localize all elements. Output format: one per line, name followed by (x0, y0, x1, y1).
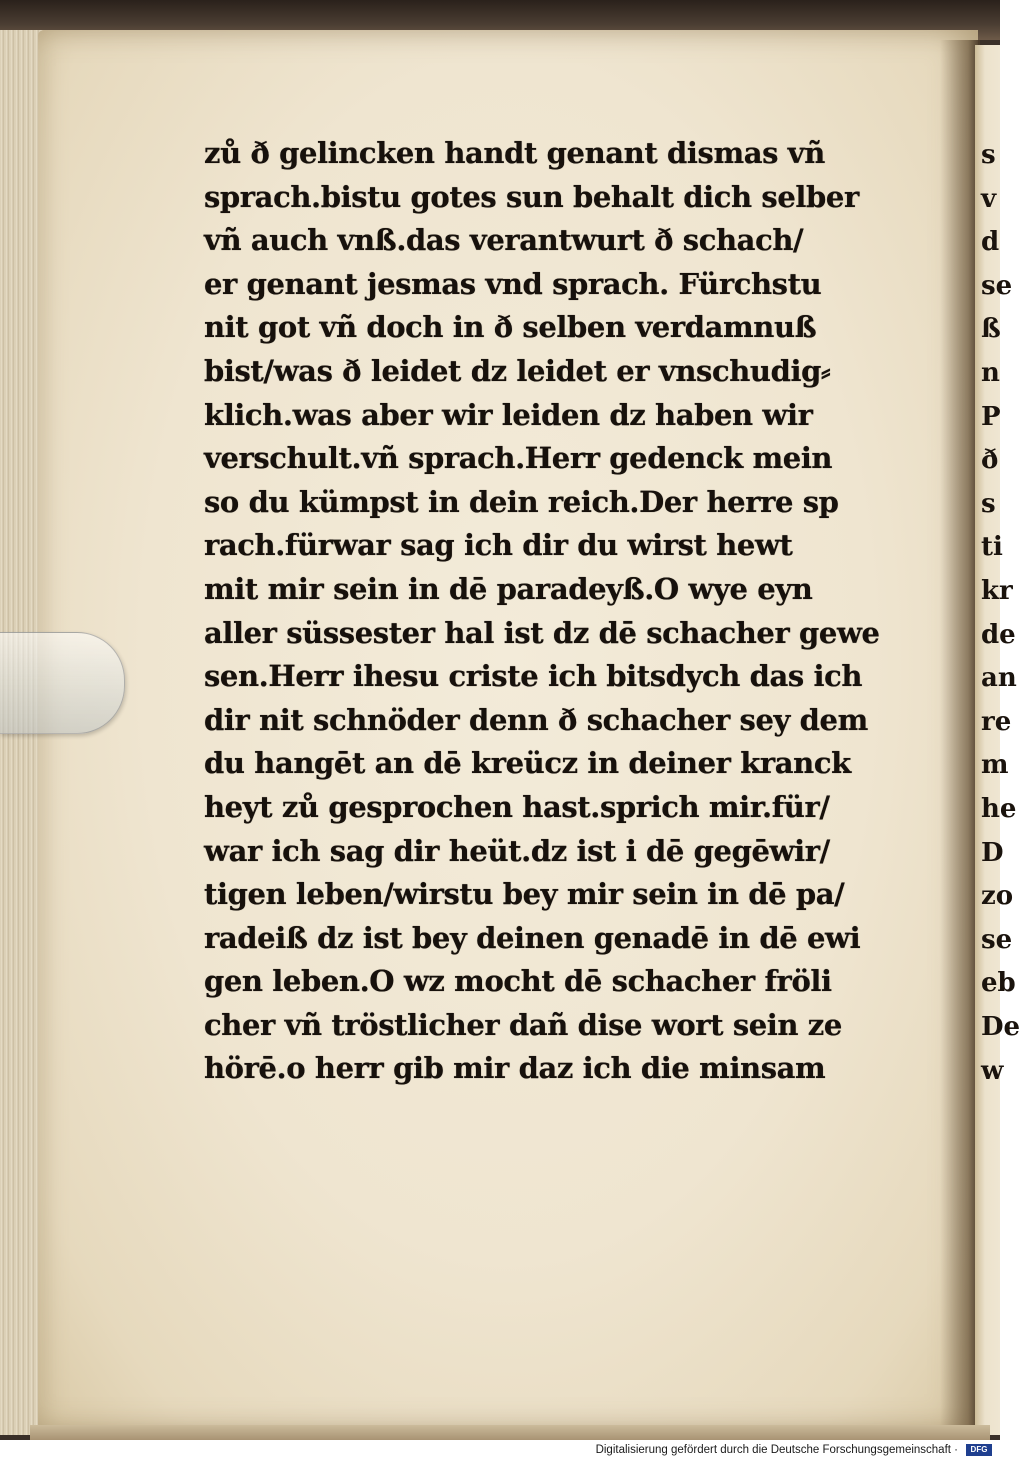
text-line: mit mir sein in dē paradeyß.O wye eyn (204, 571, 813, 606)
text-line: cher vñ tröstlicher dañ dise wort sein ze (204, 1007, 842, 1042)
facing-page-fragment: s (981, 488, 996, 519)
text-line: hörē.o herr gib mir daz ich die minsam (204, 1051, 826, 1086)
text-line: sprach.bistu gotes sun behalt dich selber (204, 179, 859, 214)
text-line: radeiß dz ist bey deinen genadē in dē ewi (204, 920, 861, 955)
facing-page-fragment: ti (981, 532, 1003, 563)
facing-page-fragment: se (981, 270, 1013, 301)
facing-page-fragment: w (981, 1055, 1004, 1086)
text-line: rach.fürwar sag ich dir du wirst hewt (204, 528, 793, 563)
dfg-logo: DFG (966, 1444, 992, 1456)
blackletter-text-block (204, 132, 884, 1091)
book-bottom-edge (30, 1425, 990, 1440)
text-line: sen.Herr ihesu criste ich bitsdych das ich (204, 659, 863, 694)
facing-page-fragment: se (981, 924, 1013, 955)
text-line: er genant jesmas vnd sprach. Fürchstu (204, 266, 822, 301)
text-line: du hangēt an dē kreücz in deiner kranck (204, 746, 851, 781)
text-line: gen leben.O wz mocht dē schacher fröli (204, 964, 832, 999)
text-line: so du kümpst in dein reich.Der herre sp (204, 484, 839, 519)
facing-page-fragment: he (981, 794, 1017, 824)
facing-page-fragment: m (981, 750, 1009, 781)
facing-page-fragment: ß (981, 314, 1001, 345)
text-line: bist/was ð leidet dz leidet er vnschudig⸗ (204, 353, 831, 388)
text-line: dir nit schnöder denn ð schacher sey dem (204, 702, 868, 737)
facing-page-fragment: re (981, 706, 1012, 737)
text-line: nit got vñ doch in ð selben verdamnuß (204, 310, 817, 345)
text-line: war ich sag dir heüt.dz ist i dē gegēwir/ (204, 833, 830, 868)
facing-page-fragment: an (981, 663, 1017, 694)
facing-page-fragment: D (981, 837, 1004, 868)
book-gutter (940, 40, 980, 1435)
facing-page-fragment: de (981, 619, 1016, 650)
facing-page-fragment: n (981, 358, 1000, 388)
text-line: vñ auch vnß.das verantwurt ð schach/ (204, 223, 804, 258)
page-clip (0, 632, 125, 734)
facing-page-fragment: De (981, 1012, 1020, 1042)
facing-page-fragment: kr (981, 576, 1013, 606)
text-line: verschult.vñ sprach.Herr gedenck mein (204, 441, 833, 476)
facing-page-fragment: zo (981, 881, 1014, 912)
footer-credit: Digitalisierung gefördert durch die Deutsche Forschungsgemeinschaft · (595, 1444, 958, 1456)
text-line: klich.was aber wir leiden dz haben wir (204, 397, 813, 432)
facing-page-fragment: d (981, 227, 1000, 258)
text-line: aller süssester hal ist dz dē schacher gewe (204, 615, 880, 650)
facing-page-fragment: eb (981, 968, 1016, 999)
text-line: zů ð gelincken handt genant dismas vñ (204, 136, 825, 170)
footer-credit-bar (0, 1440, 1000, 1460)
text-line: heyt zů gesprochen hast.sprich mir.für/ (204, 789, 830, 824)
facing-page-fragment: s (981, 140, 996, 170)
facing-page-sliver (975, 45, 1020, 1435)
facing-page-fragment: P (981, 401, 1001, 432)
text-line: tigen leben/wirstu bey mir sein in dē pa/ (204, 877, 845, 912)
facing-page-fragment: ð (981, 445, 999, 476)
facing-page-fragment: v (981, 183, 997, 214)
